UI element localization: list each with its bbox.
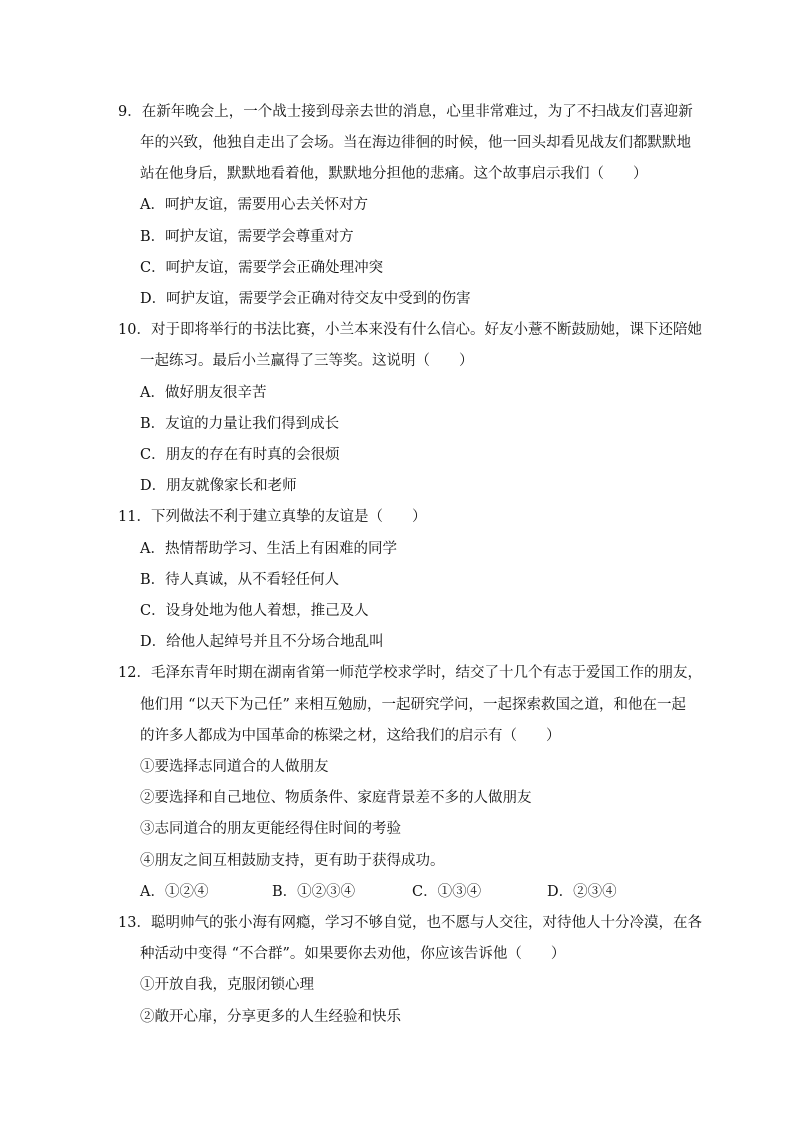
q13-stem-line-1: 13．聪明帅气的张小海有网瘾，学习不够自觉，也不愿与人交往，对待他人十分冷漠，在各	[118, 915, 702, 931]
q9-option-a: A．呵护友谊，需要用心去关怀对方	[140, 197, 368, 213]
q12-statement-4: ④朋友之间互相鼓励支持，更有助于获得成功。	[140, 853, 445, 869]
q13-statement-1: ①开放自我，克服闭锁心理	[140, 977, 314, 993]
q11-option-d: D．给他人起绰号并且不分场合地乱叫	[140, 634, 384, 650]
q13-statement-2: ②敞开心扉，分享更多的人生经验和快乐	[140, 1009, 401, 1025]
q12-statement-2: ②要选择和自己地位、物质条件、家庭背景差不多的人做朋友	[140, 790, 532, 806]
q9-option-c: C．呵护友谊，需要学会正确处理冲突	[140, 260, 384, 276]
q12-stem-line-2: 他们用 “以天下为己任” 来相互勉励，一起研究学问，一起探索救国之道，和他在一起	[140, 697, 687, 713]
q12-stem-line-1: 12．毛泽东青年时期在湖南省第一师范学校求学时，结交了十几个有志于爱国工作的朋友，	[118, 665, 702, 681]
q12-choice-d: D．②③④	[547, 884, 617, 900]
q10-option-a: A．做好朋友很辛苦	[140, 385, 267, 401]
q11-option-a: A．热情帮助学习、生活上有困难的同学	[140, 541, 397, 557]
q10-stem-line-1: 10．对于即将举行的书法比赛，小兰本来没有什么信心。好友小薏不断鼓励她，课下还陪她	[118, 322, 702, 338]
q13-stem-line-2: 种活动中变得 “不合群”。如果要你去劝他，你应该告诉他（ ）	[140, 946, 566, 962]
q12-choices-row	[140, 882, 640, 902]
q12-statement-3: ③志同道合的朋友更能经得住时间的考验	[140, 821, 401, 837]
q12-choice-b: B．①②③④	[272, 884, 356, 900]
q9-stem-line-2: 年的兴致，他独自走出了会场。当在海边徘徊的时候，他一回头却看见战友们都默默地	[140, 135, 691, 151]
q11-stem-line-1: 11．下列做法不利于建立真挚的友谊是（ ）	[118, 509, 427, 525]
q9-stem-line-1: 9．在新年晚会上，一个战士接到母亲去世的消息，心里非常难过，为了不扫战友们喜迎新	[118, 104, 693, 120]
q10-option-d: D．朋友就像家长和老师	[140, 478, 297, 494]
q9-stem-line-3: 站在他身后，默默地看着他，默默地分担他的悲痛。这个故事启示我们（ ）	[140, 166, 648, 182]
q12-stem-line-3: 的许多人都成为中国革命的栋梁之材，这给我们的启示有（ ）	[140, 728, 561, 744]
q12-choice-a: A．①②④	[140, 884, 209, 900]
q10-option-b: B．友谊的力量让我们得到成长	[140, 416, 340, 432]
q9-option-b: B．呵护友谊，需要学会尊重对方	[140, 229, 354, 245]
q9-option-d: D．呵护友谊，需要学会正确对待交友中受到的伤害	[140, 291, 471, 307]
q11-option-c: C．设身处地为他人着想，推己及人	[140, 603, 369, 619]
q11-option-b: B．待人真诚，从不看轻任何人	[140, 572, 340, 588]
q10-stem-line-2: 一起练习。最后小兰赢得了三等奖。这说明（ ）	[140, 353, 474, 369]
q12-choice-c: C．①③④	[412, 884, 482, 900]
q10-option-c: C．朋友的存在有时真的会很烦	[140, 447, 340, 463]
q12-statement-1: ①要选择志同道合的人做朋友	[140, 759, 329, 775]
